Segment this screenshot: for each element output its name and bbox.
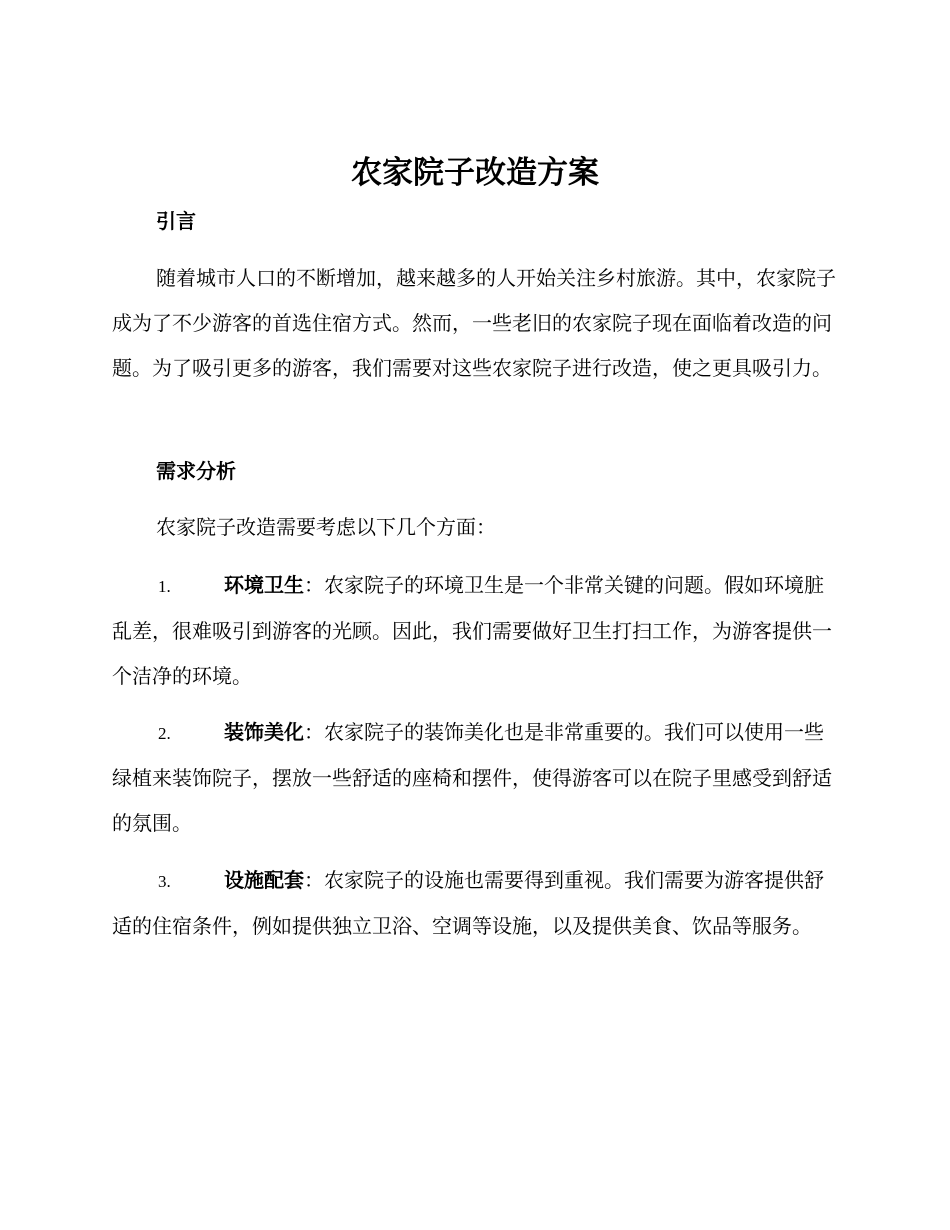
list-item-text: 农家院子的装饰美化也是非常重要的。我们可以使用一些绿植来装饰院子，摆放一些舒适的座椅和摆件，使得游客可以在院子里感受到舒适的氛围。 [112,720,832,835]
analysis-lead-text: 农家院子改造需要考虑以下几个方面： [156,515,496,539]
list-item-number: 2. [158,724,171,743]
intro-heading: 引言 [156,209,196,233]
list-item-number: 1. [158,577,171,596]
analysis-lead-paragraph [112,505,842,550]
list-item-separator: ： [304,720,324,744]
list-item [112,563,842,699]
list-item-separator: ： [304,868,324,892]
list-item-term: 设施配套 [224,868,304,892]
list-item-number: 3. [158,872,171,891]
intro-paragraph [112,256,842,391]
list-item [112,858,842,949]
list-item-text: 农家院子的设施也需要得到重视。我们需要为游客提供舒适的住宿条件，例如提供独立卫浴、空调等设施，以及提供美食、饮品等服务。 [112,868,824,938]
list-item-term: 装饰美化 [224,720,304,744]
list-item-separator: ： [304,573,324,597]
list-item-term: 环境卫生 [224,573,304,597]
document-title: 农家院子改造方案 [351,155,599,191]
intro-paragraph-text: 随着城市人口的不断增加，越来越多的人开始关注乡村旅游。其中，农家院子成为了不少游客的首选住宿方式。然而，一些老旧的农家院子现在面临着改造的问题。为了吸引更多的游客，我们需要对这些农家院子进行改造，使之更具吸引力。 [112,266,836,380]
analysis-heading: 需求分析 [156,459,236,483]
list-item [112,710,842,846]
list-item-text: 农家院子的环境卫生是一个非常关键的问题。假如环境脏乱差，很难吸引到游客的光顾。因此，我们需要做好卫生打扫工作，为游客提供一个洁净的环境。 [112,573,832,688]
